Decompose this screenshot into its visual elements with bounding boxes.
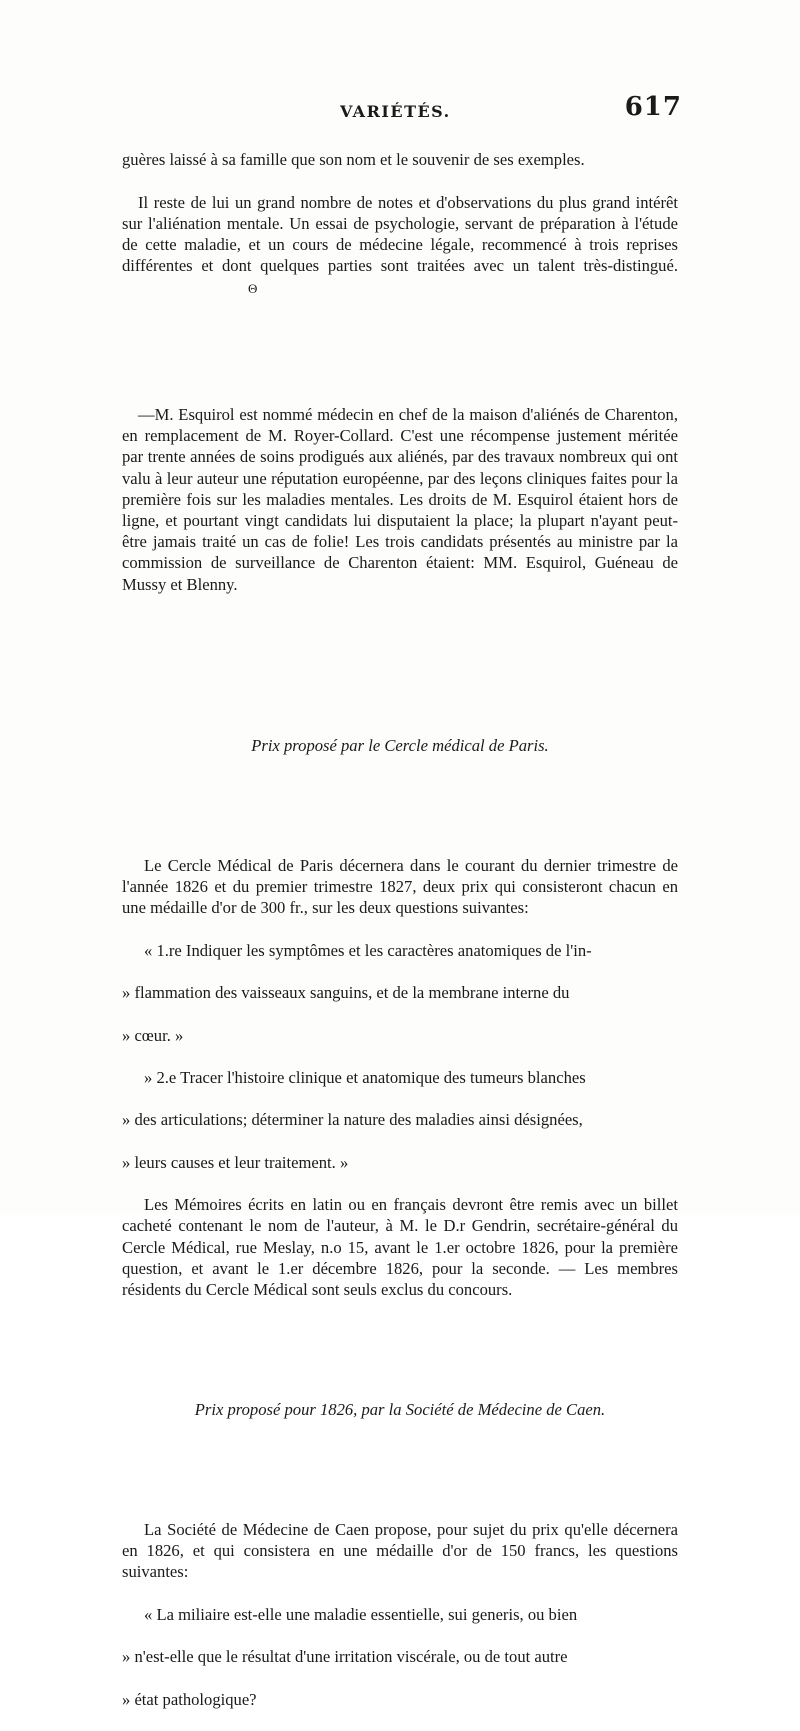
paragraph-caen-prize: La Société de Médecine de Caen propose, pour sujet du prix qu'elle décernera en 1826, et qui consistera en une médaille d'or de 150 francs, les questions suivantes: — [122, 1519, 678, 1582]
question-3-line-2: » n'est-elle que le résultat d'une irritation viscérale, ou de tout autre — [122, 1647, 568, 1667]
section-heading-societe-caen: Prix proposé pour 1826, par la Société de Médecine de Caen. — [194, 1399, 606, 1419]
paragraph-continuation: guères laissé à sa famille que son nom et le souvenir de ses exemples. — [122, 150, 585, 170]
question-1-line-2: » flammation des vaisseaux sanguins, et de la membrane interne du — [122, 983, 570, 1003]
running-title: VARIÉTÉS. — [340, 102, 451, 121]
paragraph-esquirol-nomination: —M. Esquirol est nommé médecin en chef de la maison d'aliénés de Charenton, en remplacement de M. Royer-Collard. C'est une récompense justement méritée par trente années de soins prodigués aux aliénés, par des travaux nombreux qui ont valu à leur auteur une réputation européenne, par des leçons cliniques faites pour la première fois sur les maladies mentales. Les droits de M. Esquirol étaient hors de ligne, et pourtant vingt candidats lui disputaient la place; la plupart n'ayant peut-être jamais traité un cas de folie! Les trois candidats présentés au ministre par la commission de surveillance de Charenton étaient: MM. Esquirol, Guéneau de Mussy et Blenny. — [122, 405, 678, 594]
paragraph-esquirol-notes-text: Il reste de lui un grand nombre de notes et d'observations du plus grand intérêt sur l'aliénation mentale. Un essai de psychologie, servant de préparation à l'étude de cette maladie, et un cours de médecine légale, recommencé à trois reprises différentes et dont quelques parties sont traitées avec un talent très-distingué. — [122, 192, 678, 276]
question-3-line-1: « La miliaire est-elle une maladie essentielle, sui generis, ou bien — [144, 1604, 578, 1624]
spacer — [122, 678, 678, 692]
page-number: 617 — [624, 92, 682, 122]
question-3-line-3: » état pathologique? — [122, 1689, 257, 1709]
question-1-line-3: » cœur. » — [122, 1025, 184, 1045]
spacer — [122, 1463, 678, 1477]
question-2-line-3: » leurs causes et leur traitement. » — [122, 1152, 349, 1172]
page-header — [122, 94, 682, 128]
paragraph-cercle-prize: Le Cercle Médical de Paris décernera dans le courant du dernier trimestre de l'année 1826 et du premier trimestre 1827, deux prix qui consisteront chacun en une médaille d'or de 300 fr., sur les deux questions suivantes: — [122, 855, 678, 918]
page-body — [122, 128, 678, 1731]
ornament-symbol: Θ — [248, 281, 258, 296]
question-2-line-2: » des articulations; déterminer la nature des maladies ainsi désignées, — [122, 1110, 583, 1130]
question-2-line-1: » 2.e Tracer l'histoire clinique et anatomique des tumeurs blanches — [144, 1067, 586, 1087]
question-1-line-1: « 1.re Indiquer les symptômes et les caractères anatomiques de l'in- — [144, 940, 592, 960]
spacer — [122, 798, 678, 812]
spacer — [122, 1343, 678, 1357]
paragraph-esquirol-notes — [122, 192, 678, 300]
spacer — [122, 637, 678, 657]
spacer — [122, 342, 678, 362]
section-heading-cercle-medical: Prix proposé par le Cercle médical de Paris. — [251, 735, 549, 755]
paragraph-memoires: Les Mémoires écrits en latin ou en français devront être remis avec un billet cacheté contenant le nom de l'auteur, à M. le D.r Gendrin, secrétaire-général du Cercle Médical, rue Meslay, n.o 15, avant le 1.er octobre 1826, pour la première question, et avant le 1.er décembre 1826, pour la seconde. — Les membres résidents du Cercle Médical sont seuls exclus du concours. — [122, 1195, 678, 1299]
